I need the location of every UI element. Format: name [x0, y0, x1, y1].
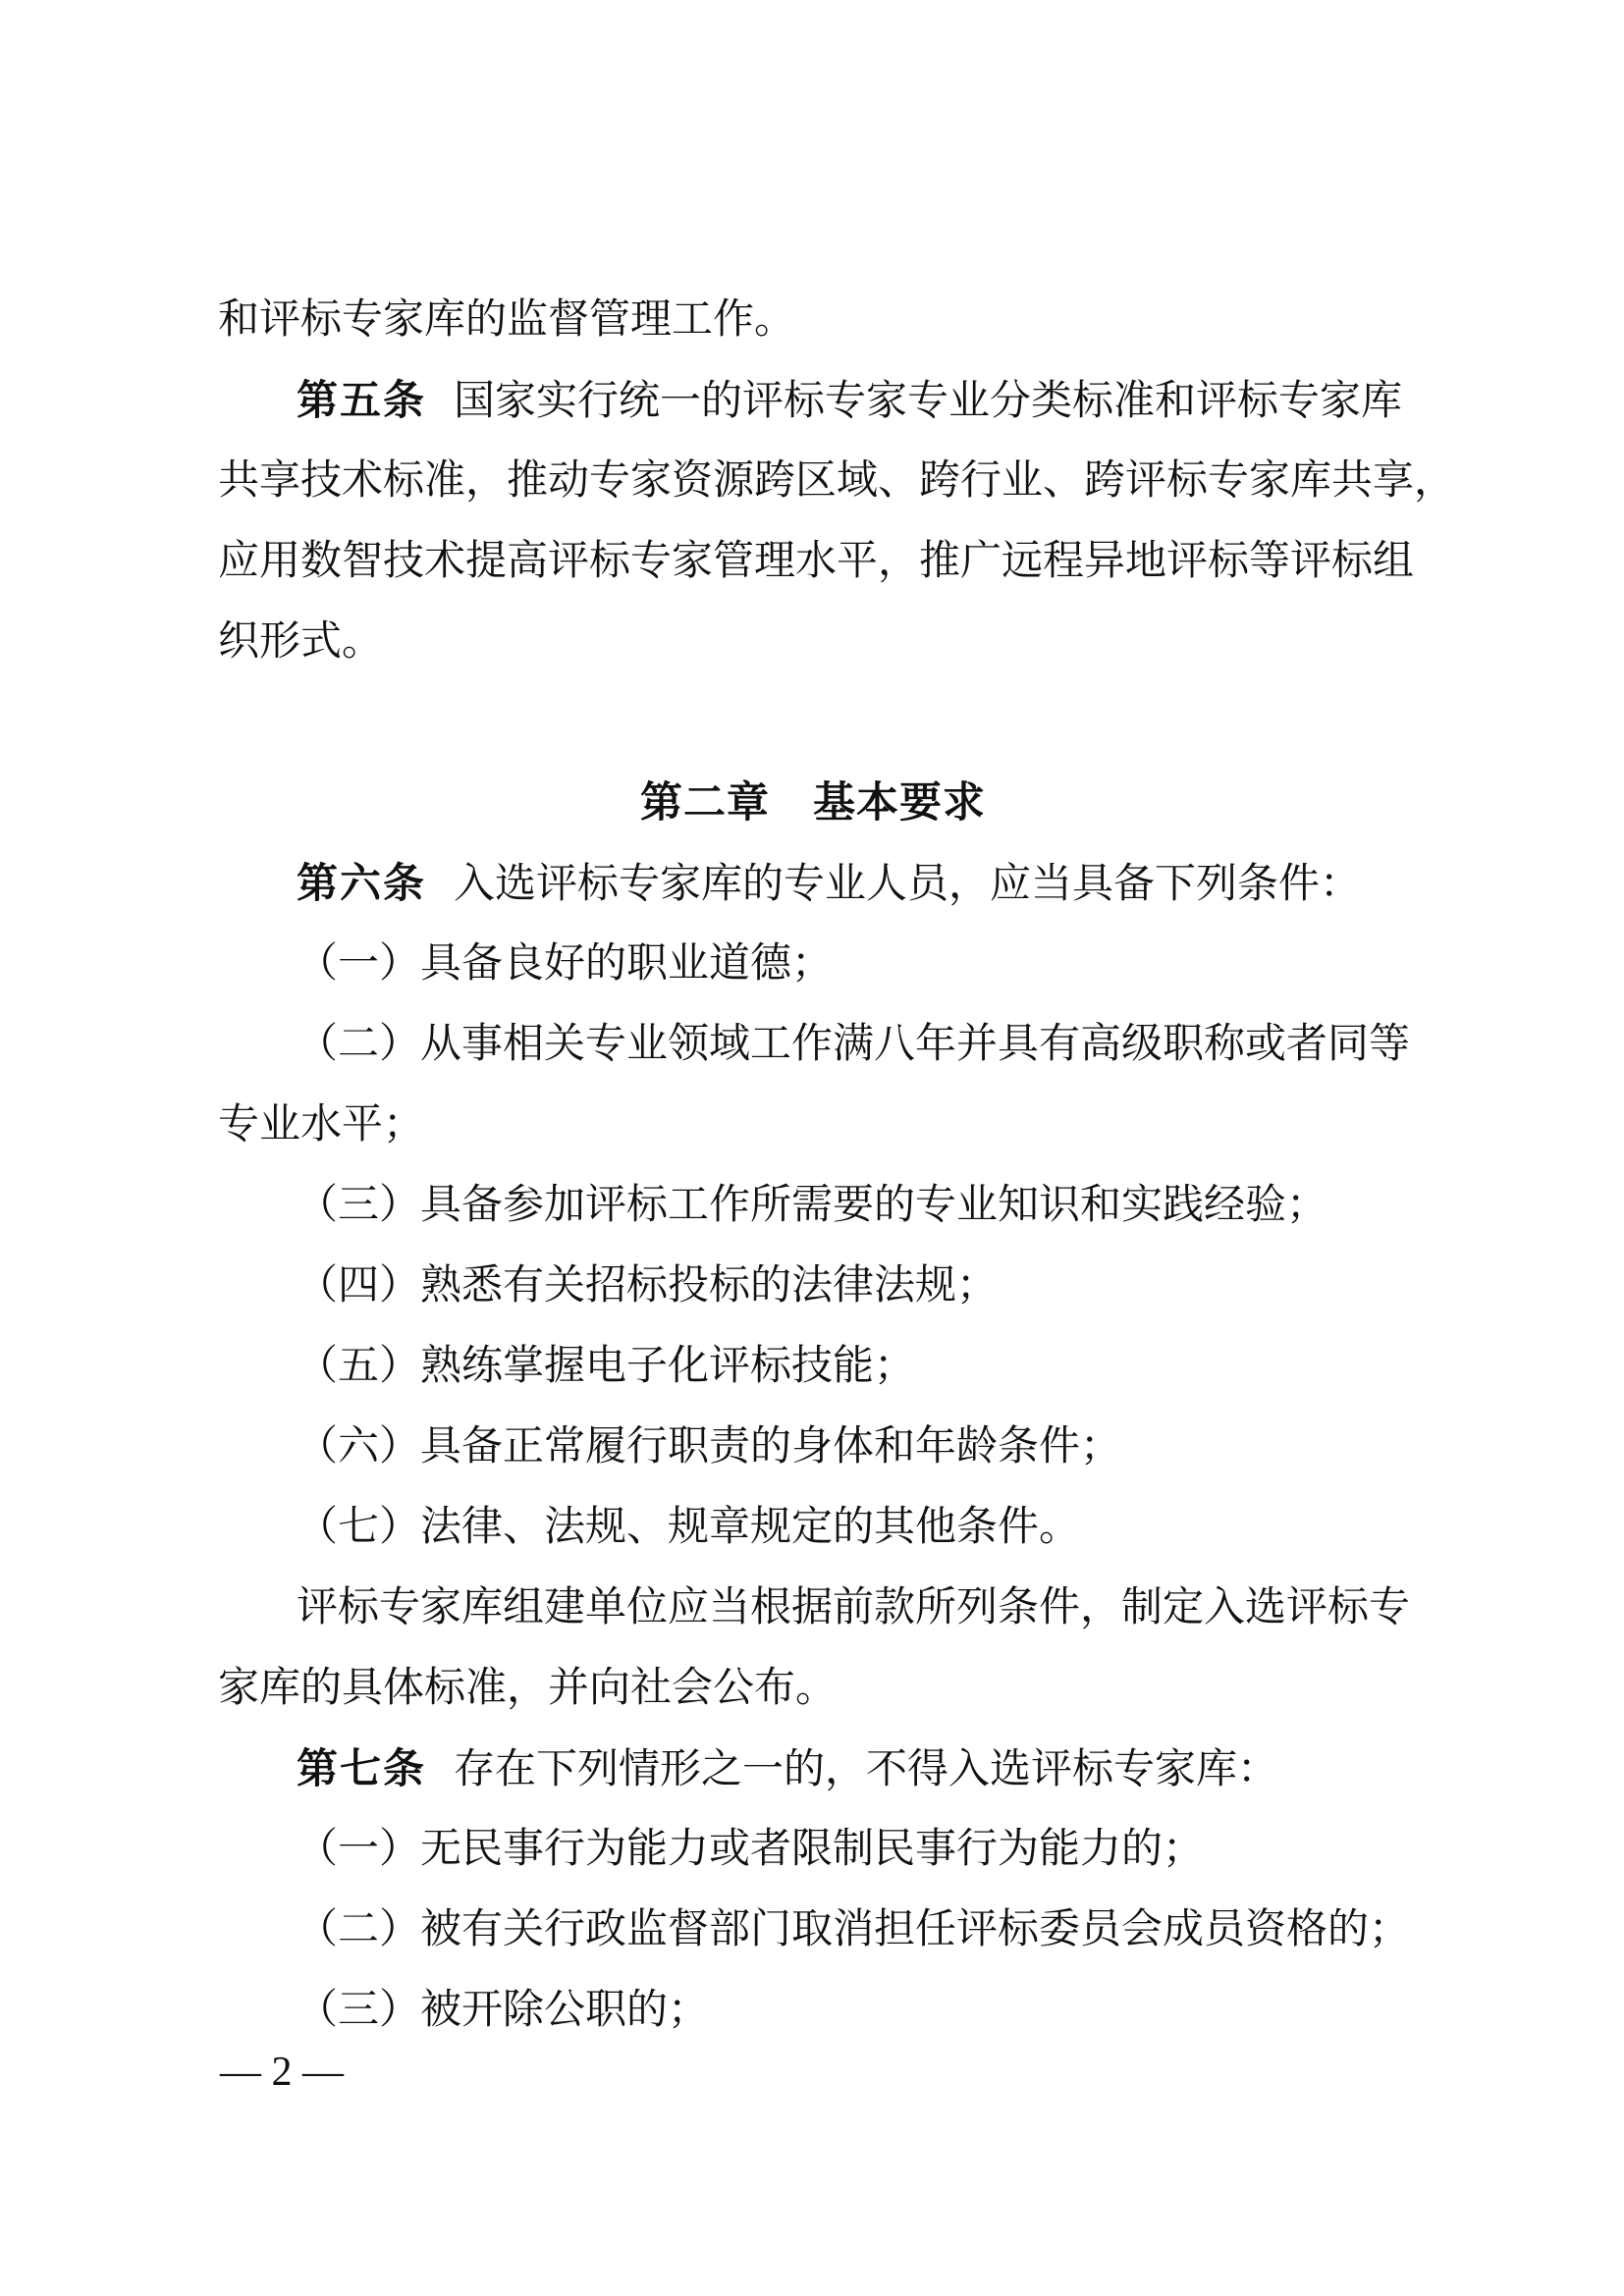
body-line [218, 1487, 1408, 1568]
line-text: （一）具备良好的职业道德； [297, 941, 834, 987]
line-text: 入选评标专家库的专业人员，应当具备下列条件： [454, 862, 1362, 907]
line-text: （一）无民事行为能力或者限制民事行为能力的； [297, 1827, 1205, 1872]
body-line [218, 1004, 1411, 1085]
article-number: 第五条 [297, 377, 427, 423]
line-text: 应用数智技术提高评标专家管理水平，推广远程异地评标等评标组 [218, 539, 1415, 584]
article-number: 第七条 [297, 1745, 427, 1791]
body-line [218, 602, 1408, 682]
body-line [218, 1246, 1408, 1326]
line-text: 专业水平； [218, 1102, 425, 1148]
line-text: 共享技术标准，推动专家资源跨区域、跨行业、跨评标专家库共享， [218, 458, 1456, 504]
body-line [218, 924, 1408, 1004]
body-line [218, 1648, 1408, 1729]
line-text: 评标专家库组建单位应当根据前款所列条件，制定入选评标专 [297, 1585, 1411, 1630]
line-text: 国家实行统一的评标专家专业分类标准和评标专家库 [454, 379, 1403, 424]
article-number: 第六条 [297, 860, 427, 906]
line-text: （六）具备正常履行职责的身体和年龄条件； [297, 1424, 1122, 1469]
body-line [218, 280, 1408, 360]
page-number: — 2 — [220, 2050, 344, 2095]
chapter-heading [218, 763, 1408, 843]
body-line [218, 1890, 1411, 1970]
line-text: 存在下列情形之一的，不得入选评标专家库： [454, 1747, 1279, 1792]
line-text: （三）具备参加评标工作所需要的专业知识和实践经验； [297, 1183, 1328, 1228]
article-line [218, 843, 1408, 924]
body-line [218, 441, 1456, 521]
body-line [218, 1085, 1408, 1165]
line-text: （七）法律、法规、规章规定的其他条件。 [297, 1505, 1081, 1550]
line-text: （三）被开除公职的； [297, 1988, 710, 2033]
line-text: 家库的具体标准，并向社会公布。 [218, 1666, 838, 1711]
blank-line [218, 682, 1408, 763]
body-line [218, 1407, 1408, 1487]
body-line [218, 1970, 1408, 2051]
line-text: 织形式。 [218, 619, 384, 665]
line-text: （四）熟悉有关招标投标的法律法规； [297, 1263, 999, 1308]
body-line [218, 1568, 1411, 1648]
article-line [218, 360, 1408, 441]
line-text: （二）从事相关专业领域工作满八年并具有高级职称或者同等 [297, 1022, 1411, 1067]
document-body [218, 280, 1456, 2051]
body-line [218, 521, 1415, 602]
line-text: 和评标专家库的监督管理工作。 [218, 297, 796, 343]
line-text: （五）熟练掌握电子化评标技能； [297, 1344, 916, 1389]
chapter-title-text: 第二章 基本要求 [640, 779, 986, 827]
body-line [218, 1809, 1408, 1890]
body-line [218, 1165, 1408, 1246]
body-line [218, 1326, 1408, 1407]
line-text: （二）被有关行政监督部门取消担任评标委员会成员资格的； [297, 1907, 1411, 1952]
article-line [218, 1729, 1408, 1809]
